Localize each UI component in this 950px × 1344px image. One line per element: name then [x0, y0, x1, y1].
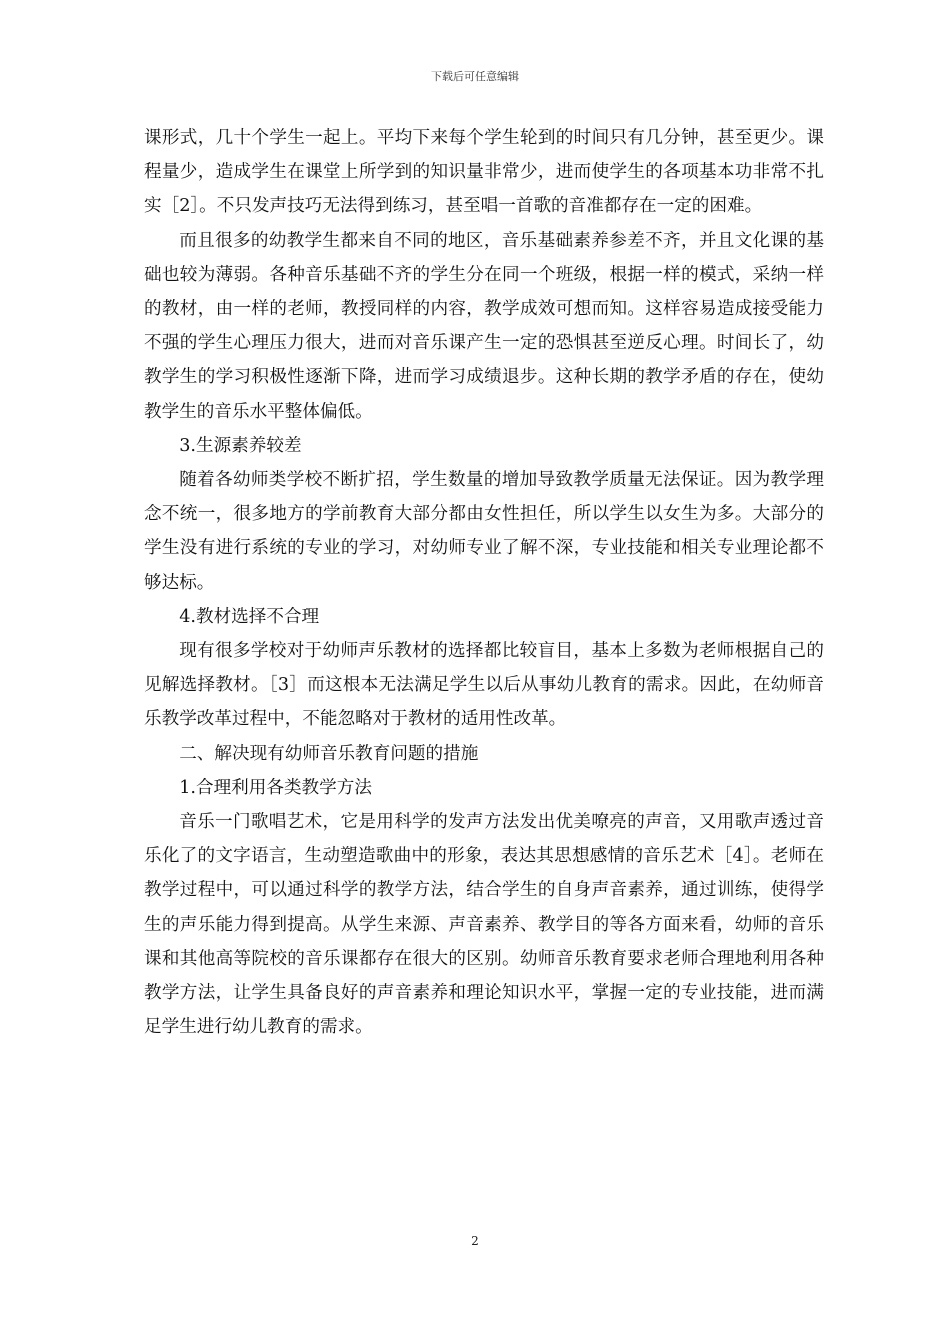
paragraph-4: 现有很多学校对于幼师声乐教材的选择都比较盲目，基本上多数为老师根据自己的见解选择教材。［3］而这根本无法满足学生以后从事幼儿教育的需求。因此，在幼师音乐教学改革过程中，不能忽略对于教材的适用性改革。 — [144, 641, 824, 730]
section-heading-3: 3.生源素养较差 — [179, 435, 302, 456]
paragraph-5: 音乐一门歌唱艺术，它是用科学的发声方法发出优美嘹亮的声音，又用歌声透过音乐化了的文字语言，生动塑造歌曲中的形象，表达其思想感情的音乐艺术［4］。老师在教学过程中，可以通过科学的教学方法，结合学生的自身声音素养，通过训练，使得学生的声乐能力得到提高。从学生来源、声音素养、教学目的等各方面来看，幼师的音乐课和其他高等院校的音乐课都存在很大的区别。幼师音乐教育要求老师合理地利用各种教学方法，让学生具备良好的声音素养和理论知识水平，掌握一定的专业技能，进而满足学生进行幼儿教育的需求。 — [144, 812, 824, 1038]
section-heading-1: 1.合理利用各类教学方法 — [179, 777, 372, 798]
paragraph-3: 随着各幼师类学校不断扩招，学生数量的增加导致教学质量无法保证。因为教学理念不统一，很多地方的学前教育大部分都由女性担任，所以学生以女生为多。大部分的学生没有进行系统的专业的学习，对幼师专业了解不深，专业技能和相关专业理论都不够达标。 — [144, 470, 824, 593]
document-body — [144, 121, 824, 1044]
page-header: 下载后可任意编辑 — [431, 70, 519, 83]
paragraph-1: 课形式，几十个学生一起上。平均下来每个学生轮到的时间只有几分钟，甚至更少。课程量少，造成学生在课堂上所学到的知识量非常少，进而使学生的各项基本功非常不扎实［2］。不只发声技巧无法得到练习，甚至唱一首歌的音准都存在一定的困难。 — [144, 128, 824, 217]
paragraph-2: 而且很多的幼教学生都来自不同的地区，音乐基础素养参差不齐，并且文化课的基础也较为薄弱。各种音乐基础不齐的学生分在同一个班级，根据一样的模式，采纳一样的教材，由一样的老师，教授同样的内容，教学成效可想而知。这样容易造成接受能力不强的学生心理压力很大，进而对音乐课产生一定的恐惧甚至逆反心理。时间长了，幼教学生的学习积极性逐渐下降，进而学习成绩退步。这种长期的教学矛盾的存在，使幼教学生的音乐水平整体偏低。 — [144, 230, 824, 422]
chapter-heading-2: 二、解决现有幼师音乐教育问题的措施 — [179, 743, 479, 764]
section-heading-4: 4.教材选择不合理 — [179, 606, 320, 627]
page-number: 2 — [471, 1234, 479, 1248]
